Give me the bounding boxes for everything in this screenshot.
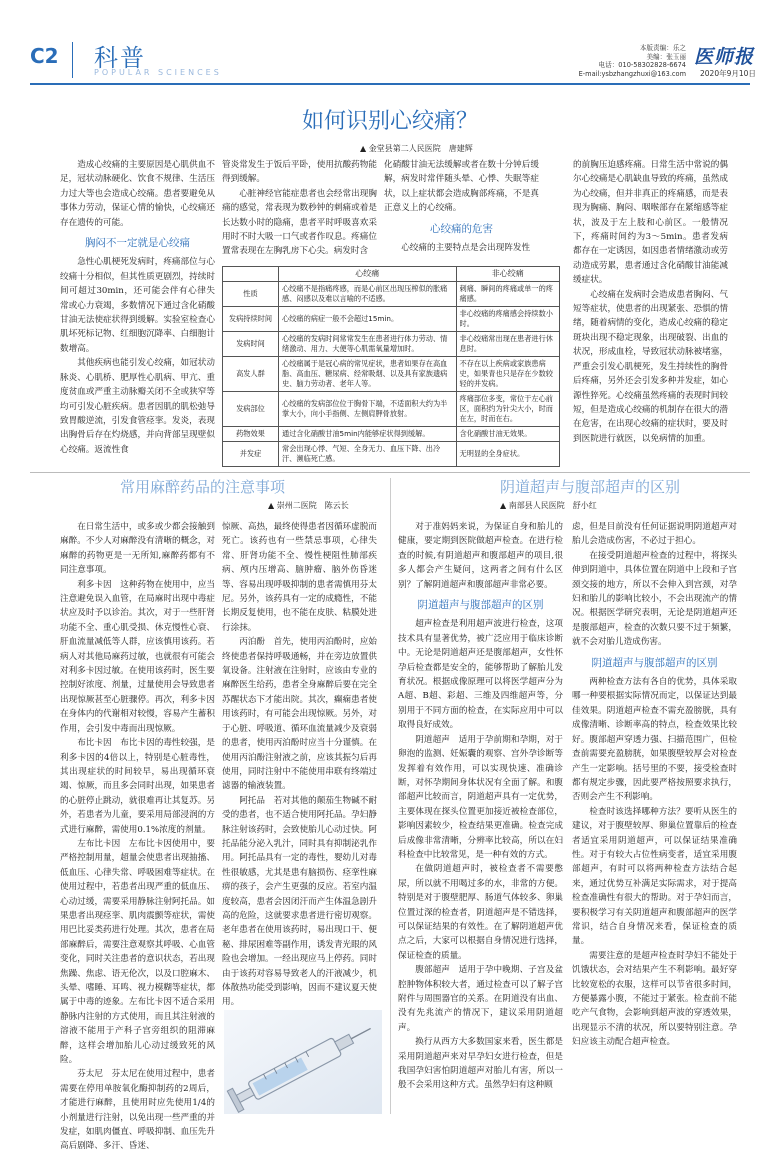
editor-line: 本版责编：乐之 [639,44,686,52]
paragraph: 需要注意的是超声检查时孕妇不能处于饥饿状态，会对结果产生不利影响。最好穿比较宽松的衣服，这样可以节省很多时间，方便暴露小腹，不能过于紧张。检查前不能吃产气食物，会影响到超声波的穿透效果，出现显示不清的状况，所以要特别注意。孕妇应该主动配合超声检查。 [572,950,737,1048]
article2-column-1 [60,520,215,1152]
newspaper-logo: 医师报 [694,46,755,68]
article2-title: 常用麻醉药品的注意事项 [120,478,286,496]
section-subtitle: POPULAR SCIENCES [94,68,222,77]
table-cell: 含化硝酸甘油无效果。 [456,427,559,442]
paragraph: 心绞痛在发病时会造成患者胸闷、气短等症状，使患者的出现紧张、恐惧的情绪，随着病情的变化，造成心绞痛的稳定斑块出现不稳定现象，出现破裂、出血的状况，形成血栓，导致冠状动脉被堵塞，严重会引发心肌梗死，发生持续性的胸骨后疼痛，另外还会引发多种并发症，如心源性猝死。心绞痛虽然疼痛的表现时间较短，但是造成心绞痛的机制存在很大的潜在危害，在出现心绞痛的症状时，要及时到医院进行就医，以免病情的加重。 [573,289,728,444]
table-row-head: 高发人群 [223,357,279,392]
syringe-image [224,1010,382,1114]
paragraph: 阿托品 若对其他的颠茄生物碱不耐受的患者，也不适合使用阿托品。孕妇静脉注射该药时，会致使胎儿心动过快。阿托品能分泌入乳汁，同时具有抑制泌乳作用。阿托品具有一定的毒性，婴幼儿对毒性很敏感，尤其是患有脑损伤、痉挛性麻痹的孩子，会产生更强的反应。若室内温度较高，患者会因闭汗而产生体温急剧升高的危险，这就要求患者进行密切观察。老年患者在使用该药时，易出现口干、便秘、排尿困难等副作用，诱发青光眼的风险也会增加。一经出现应马上停药。同时由于该药对容易导致老人的汗液减少，机体散热功能受到影响，因而不建议夏天使用。 [222,795,377,1008]
paragraph: 管炎常发生于饭后平卧，使用抗酸药物能得到缓解。 [222,160,377,185]
article3-column-2 [572,520,737,1116]
phone-line: 电话：010-58302828-6674 [598,61,686,70]
article1-column-2 [222,158,377,258]
article1-column-3 [384,158,539,258]
paragraph: 对于准妈妈来说，为保证自身和胎儿的健康，要定期到医院做超声检查。在进行检查的时候,有阴道超声和腹部超声的项目,很多人都会产生疑问，这两者之间有什么区别？了解阴道超声和腹部超声非常必要。 [398,522,563,590]
paragraph: 检查时该选择哪种方法？要听从医生的建议，对于腹壁较厚、卵巢位置靠后的检查者适宜采用阴道超声，可以保证结果准确性。对于有较大占位性病变者，适宜采用腹部超声，有时可以将两种检查方法结合起来，通过优势互补满足实际需求，对于提高检查准确性有很大的帮助。对于孕妇而言，要积极学习有关阴道超声和腹部超声的医学常识，结合自身情况来看，保证检查的质量。 [572,806,737,947]
table-cell: 心绞痛的病症一般不会超过15min。 [279,307,457,332]
article2-column-2 [222,520,377,1008]
table-cell: 非心绞痛的疼痛感会持续数小时。 [456,307,559,332]
section-title: 科普 [94,44,146,72]
paragraph: 心脏神经官能症患者也会经常出现胸痛的感觉，常表现为数秒钟的刺痛或着是长达数小时的隐痛，患者平时呼吸喜欢采用时不时大吸一口气或者作叹息。疼痛位置常表现在左胸乳房下心尖。病发时含 [222,188,377,257]
paragraph: 在日常生活中，或多或少都会接触到麻醉。不少人对麻醉没有清晰的概念，对麻醉的药物更是一无所知,麻醉药都有不同注意事项。 [60,522,215,576]
paragraph: 在接受阴道超声检查的过程中，将探头伸到阴道中，具体位置在阴道中上段和子宫颈交接的地方，所以不会伸入到宫颈，对孕妇和胎儿的影响比较小，不会出现流产的情况。根据医学研究表明，无论是阴道超声还是腹部超声，检查的次数只要不过于频繁，就不会对胎儿造成伤害。 [572,550,737,648]
article1-column-4 [573,158,728,468]
table-row-head: 发病时间 [223,332,279,357]
column-divider [390,478,391,1114]
section-divider [30,472,750,473]
paragraph: 虑，但是目前没有任何证据说明阴道超声对胎儿会造成伤害，不必过于担心。 [572,522,737,547]
article3-subheading-2: 阴道超声与腹部超声的区别 [591,656,718,669]
table-row [223,442,560,467]
paragraph: 的前胸压迫感疼痛。日常生活中常说的偶尔心绞痛是心肌缺血导致的疼痛，虽然成为心绞痛，但并非真正的疼痛感，而是表现为胸痛、胸闷、咽喉部存在紧缩感等症状，波及于左上肢和心前区。一般情况下，疼痛时间约为3～5min。患者发病都存在一定诱因，如因患者情绪激动或劳动造成劳累，患者通过含化硝酸甘油能减缓症状。 [573,160,728,286]
paragraph: 腹部超声 适用于孕中晚期、子宫及盆腔肿物体积较大者，通过检查可以了解子宫附件与周围器官的关系。在阴道没有出血、没有先兆流产的情况下，建议采用阴道超声。 [398,965,563,1033]
table-cell: 疼痛部位多变，常位于左心前区，面积约为针尖大小，时而在左，时而在右。 [456,392,559,427]
paragraph: 其他疾病也能引发心绞痛，如冠状动脉炎、心肌桥、肥厚性心肌病、甲亢、重度贫血或严重主动脉瓣关闭不全或狭窄等均可引发心脏疾病。患者因肌的肌松弛导致胃酸逆流，引发食管痉挛。发炎，表现出胸骨后存在灼烧感，并向背部呈现壁似心绞痛。返流性食 [60,358,215,455]
table-row [223,307,560,332]
article2-byline: ▲ 崇州二医院 陈云长 [268,501,349,510]
issue-date: 2020年9月10日 [700,69,756,78]
table-row [223,427,560,442]
table-header-angina: 心绞痛 [279,267,457,282]
paragraph: 利多卡因 这种药物在使用中，应当注意避免误入血管，在局麻时出现中毒症状应及时予以诊治。其次，对于一些肝肾功能不全、重心肌受损、休克慢性心衰、肝血流量减低等人群，应该慎用该药。若病人对其他局麻药过敏，也就很有可能会对利多卡因过敏。在使用该药时，医生要控制好浓度、剂量，过量使用会导致患者出现惊厥甚至心脏骤停。再次，利多卡因在身体内的代谢相对较慢，容易产生蓄积作用，会引发中毒而出现惊厥。 [60,579,215,734]
table-cell: 不存在以上疾病或家族患病史，如果青也只是存在少数较轻的并发病。 [456,357,559,392]
table-cell: 常会出现心悸、气短、全身无力、血压下降、出冷汗、濒临死亡感。 [279,442,457,467]
table-row-head: 发病部位 [223,392,279,427]
article1-subheading-2: 心绞痛的危害 [430,222,493,235]
article3-column-1 [398,520,563,1116]
table-cell: 通过含化硝酸甘油5min内能够症状得到缓解。 [279,427,457,442]
table-row-head: 发病持续时间 [223,307,279,332]
table-header-non-angina: 非心绞痛 [456,267,559,282]
paragraph: 换行从西方大多数国家来看，医生都是采用阴道超声来对早孕妇女进行检查，但是我国孕妇害怕阴道超声对胎儿有害，所以一般不会采用这种方式。虽然孕妇有这种顾 [398,1037,563,1091]
table-row-head: 并发症 [223,442,279,467]
paragraph: 造成心绞痛的主要原因是心肌供血不足，冠状动脉硬化、饮食不规律、生活压力过大等也会造成心绞痛。患者要避免从事体力劳动，保证心情的愉快，心绞痛还存在遗传的可能。 [60,160,215,228]
paragraph: 急性心肌梗死发病时，疼痛部位与心绞痛十分相似，但其性质更剧烈，持续时间可超过30min，还可能会伴有心律失常或心力衰竭，多数情况下通过含化硝酸甘油无法使症状得到缓解。实验室检查心肌坏死标记物、红细胞沉降率、白细胞计数增高。 [60,257,215,354]
table-cell: 心绞痛不是指痛疼感，而是心前区出现压榨似的胀痛感、闷感以及难以言喻的不适感。 [279,282,457,307]
table-cell: 非心绞痛常出现在患者进行休息时。 [456,332,559,357]
table-cell: 无明显的全身症状。 [456,442,559,467]
table-cell: 心绞痛的发病时间常常发生在患者进行体力劳动、情绪激动、用力、大便等心肌需氧量增加时。 [279,332,457,357]
table-cell: 刺痛、瞬间的疼痛或单一的疼痛感。 [456,282,559,307]
paragraph: 化硝酸甘油无法缓解或者在数十分钟后缓解，病发时常伴随头晕、心悸、失眠等症状，以上症状都会造成胸部疼痛，不是真正意义上的心绞痛。 [384,160,539,214]
table-header-empty [223,267,279,282]
article1-subheading-1: 胸闷不一定就是心绞痛 [85,237,190,250]
article1-title: 如何识别心绞痛？ [301,109,478,134]
article1-byline: ▲ 金堂县第二人民医院 唐建辉 [360,144,473,153]
editor-info [560,44,686,78]
paragraph: 心绞痛的主要特点是会出现阵发性 [401,243,531,254]
table-row [223,282,560,307]
article3-byline: ▲ 南部县人民医院 舒小红 [500,501,597,510]
table-row [223,357,560,392]
article3-title: 阴道超声与腹部超声的区别 [500,478,681,496]
comparison-table [222,266,560,467]
paragraph: 芬太尼 芬太尼在使用过程中，患者需要在停用单胺氧化酶抑制药的2周后，才能进行麻醉，且使用时应先使用1/4的小剂量进行注射，以免出现一些严重的并发症，如肌肉僵直、呼吸抑制、血压先升高后剧降、多汗、昏迷、 [60,1069,215,1152]
table-cell: 心绞痛属于是冠心病的常见症状，患者如果存在高血脂、高血压、糖尿病、经常吸烟、以及具有家族遗病史、脑力劳动者、老年人等。 [279,357,457,392]
email-line: E-mail:ysbzhangzhuxi@163.com [578,69,686,78]
header-divider [72,42,73,78]
designer-line: 美编：张玉丽 [646,52,686,61]
table-header-row [223,267,560,282]
article1-column-1 [60,158,215,468]
paragraph: 布比卡因 布比卡因的毒性较强，是利多卡因的4倍以上，特别是心脏毒性，其出现症状的时间较早，易出现循环衰竭、惊厥，而且多会同时出现，如果患者的心脏停止跳动，就很难再让其复苏。另外，若患者为儿童，要采用局部浸润的方式进行麻醉，需使用0.1%浓度的剂量。 [60,738,215,835]
paragraph: 丙泊酚 首先，使用丙泊酚时，应始终使患者保持呼吸通畅，并在旁边放置供氧设备。注射液在注射时，应该由专业的麻醉医生给药，患者全身麻醉后要在完全苏醒状态下才能出院。其次，癫痫患者使用该药时，有可能会出现惊厥。另外，对于心脏、呼吸道、循环血流量减少及衰弱的患者，使用丙泊酚时应当十分谨慎。在使用丙泊酚注射液之前，应该其振匀后再使用，同时注射中不能使用串联有终端过滤器的输液装置。 [222,637,377,792]
syringe-icon [224,1010,382,1114]
article3-subheading-1: 阴道超声与腹部超声的区别 [417,599,544,612]
header-rule [30,83,750,85]
paragraph: 阴道超声 适用于孕前期和孕期，对于卵泡的监测、妊娠囊的观察、宫外孕诊断等发挥着有效作用，可以实现快速、准确诊断，对怀孕期间身体状况有全面了解。和腹部超声比较而言，阴道超声具有一定优势，主要体现在探头位置更加接近被检查部位，影响因素较少，检查结果更准确。检查完成后成像非常清晰，分辨率比较高，所以在妇科检查中比较常见，是一种有效的方式。 [398,734,563,860]
page-number: C2 [30,44,59,68]
paragraph: 在做阴道超声时，被检查者不需要憋尿，所以就不用喝过多的水，非常的方便。特别是对于腹壁肥厚、肠道气体较多、卵巢位置过深的检查者，阴道超声是不错选择，可以保证结果的有效性。在了解阴道超声优点之后，大家可以根据自身情况进行选择，保证检查的质量。 [398,864,563,961]
paragraph: 惊厥、高热，最终使得患者因循环虚脱而死亡。该药也有一些禁忌事项，心律失常、肝肾功能不全、慢性梗阻性肺部疾病、颅内压增高、脑肿瘤、脑外伤昏迷等、容易出现呼吸抑制的患者需慎用芬太尼。另外，该药具有一定的成瘾性，不能长期反复使用，也不能在皮肤、粘膜处进行涂抹。 [222,522,377,633]
table-row-head: 药物效果 [223,427,279,442]
table-cell: 心绞痛的发病部位位于胸骨下端，不适面积大约为半掌大小，向小手指侧、左侧肩胛骨放射。 [279,392,457,427]
paragraph: 左布比卡因 左布比卡因使用中，要严格控制用量，超量会使患者出现抽搐、低血压、心律失常、呼吸困难等症状。在使用过程中，若患者出现严重的低血压、心动过缓，需要采用静脉注射阿托品。如果患者出现痉挛、肌肉震颤等症状，需使用巴比妥类药进行处理。其次，患者在局部麻醉后，需要注意观察其呼吸、心血管变化，同时关注患者的意识状态，若出现焦躁、焦虑、语无伦次，以及口腔麻木、头晕、嗜睡、耳鸣、视力模糊等症状，都属于中毒的迹象。左布比卡因不适合采用静脉内注射的方式使用，而且其注射液的溶液不能用于产科子宫旁组织的阻滞麻醉，这样会增加胎儿心动过缓致死的风险。 [60,838,215,1066]
table-row [223,332,560,357]
table-row-head: 性质 [223,282,279,307]
table-row [223,392,560,427]
paragraph: 超声检查是利用超声波进行检查，这项技术具有显著优势，被广泛应用于临床诊断中。无论是阴道超声还是腹部超声，女性怀孕后检查都是安全的，能够帮助了解胎儿发育状况。根据成像原理可以将医学超声分为A超、B超、彩超、三维及四维超声等，分别用于不同方面的检查，在实际应用中可以取得良好成效。 [398,619,563,731]
paragraph: 两种检查方法有各自的优势，具体采取哪一种要根据实际情况而定，以保证达到最佳效果。阴道超声检查不需充盈膀胱，具有成像清晰、诊断率高的特点，检查效果比较好。腹部超声穿透力强、扫描范围广，但检查前需要充盈膀胱，如果腹壁较厚会对检查产生一定影响。括号里的不要，接受检查时都有规定步骤，因此要严格按照要求执行，否则会产生不利影响。 [572,677,737,803]
